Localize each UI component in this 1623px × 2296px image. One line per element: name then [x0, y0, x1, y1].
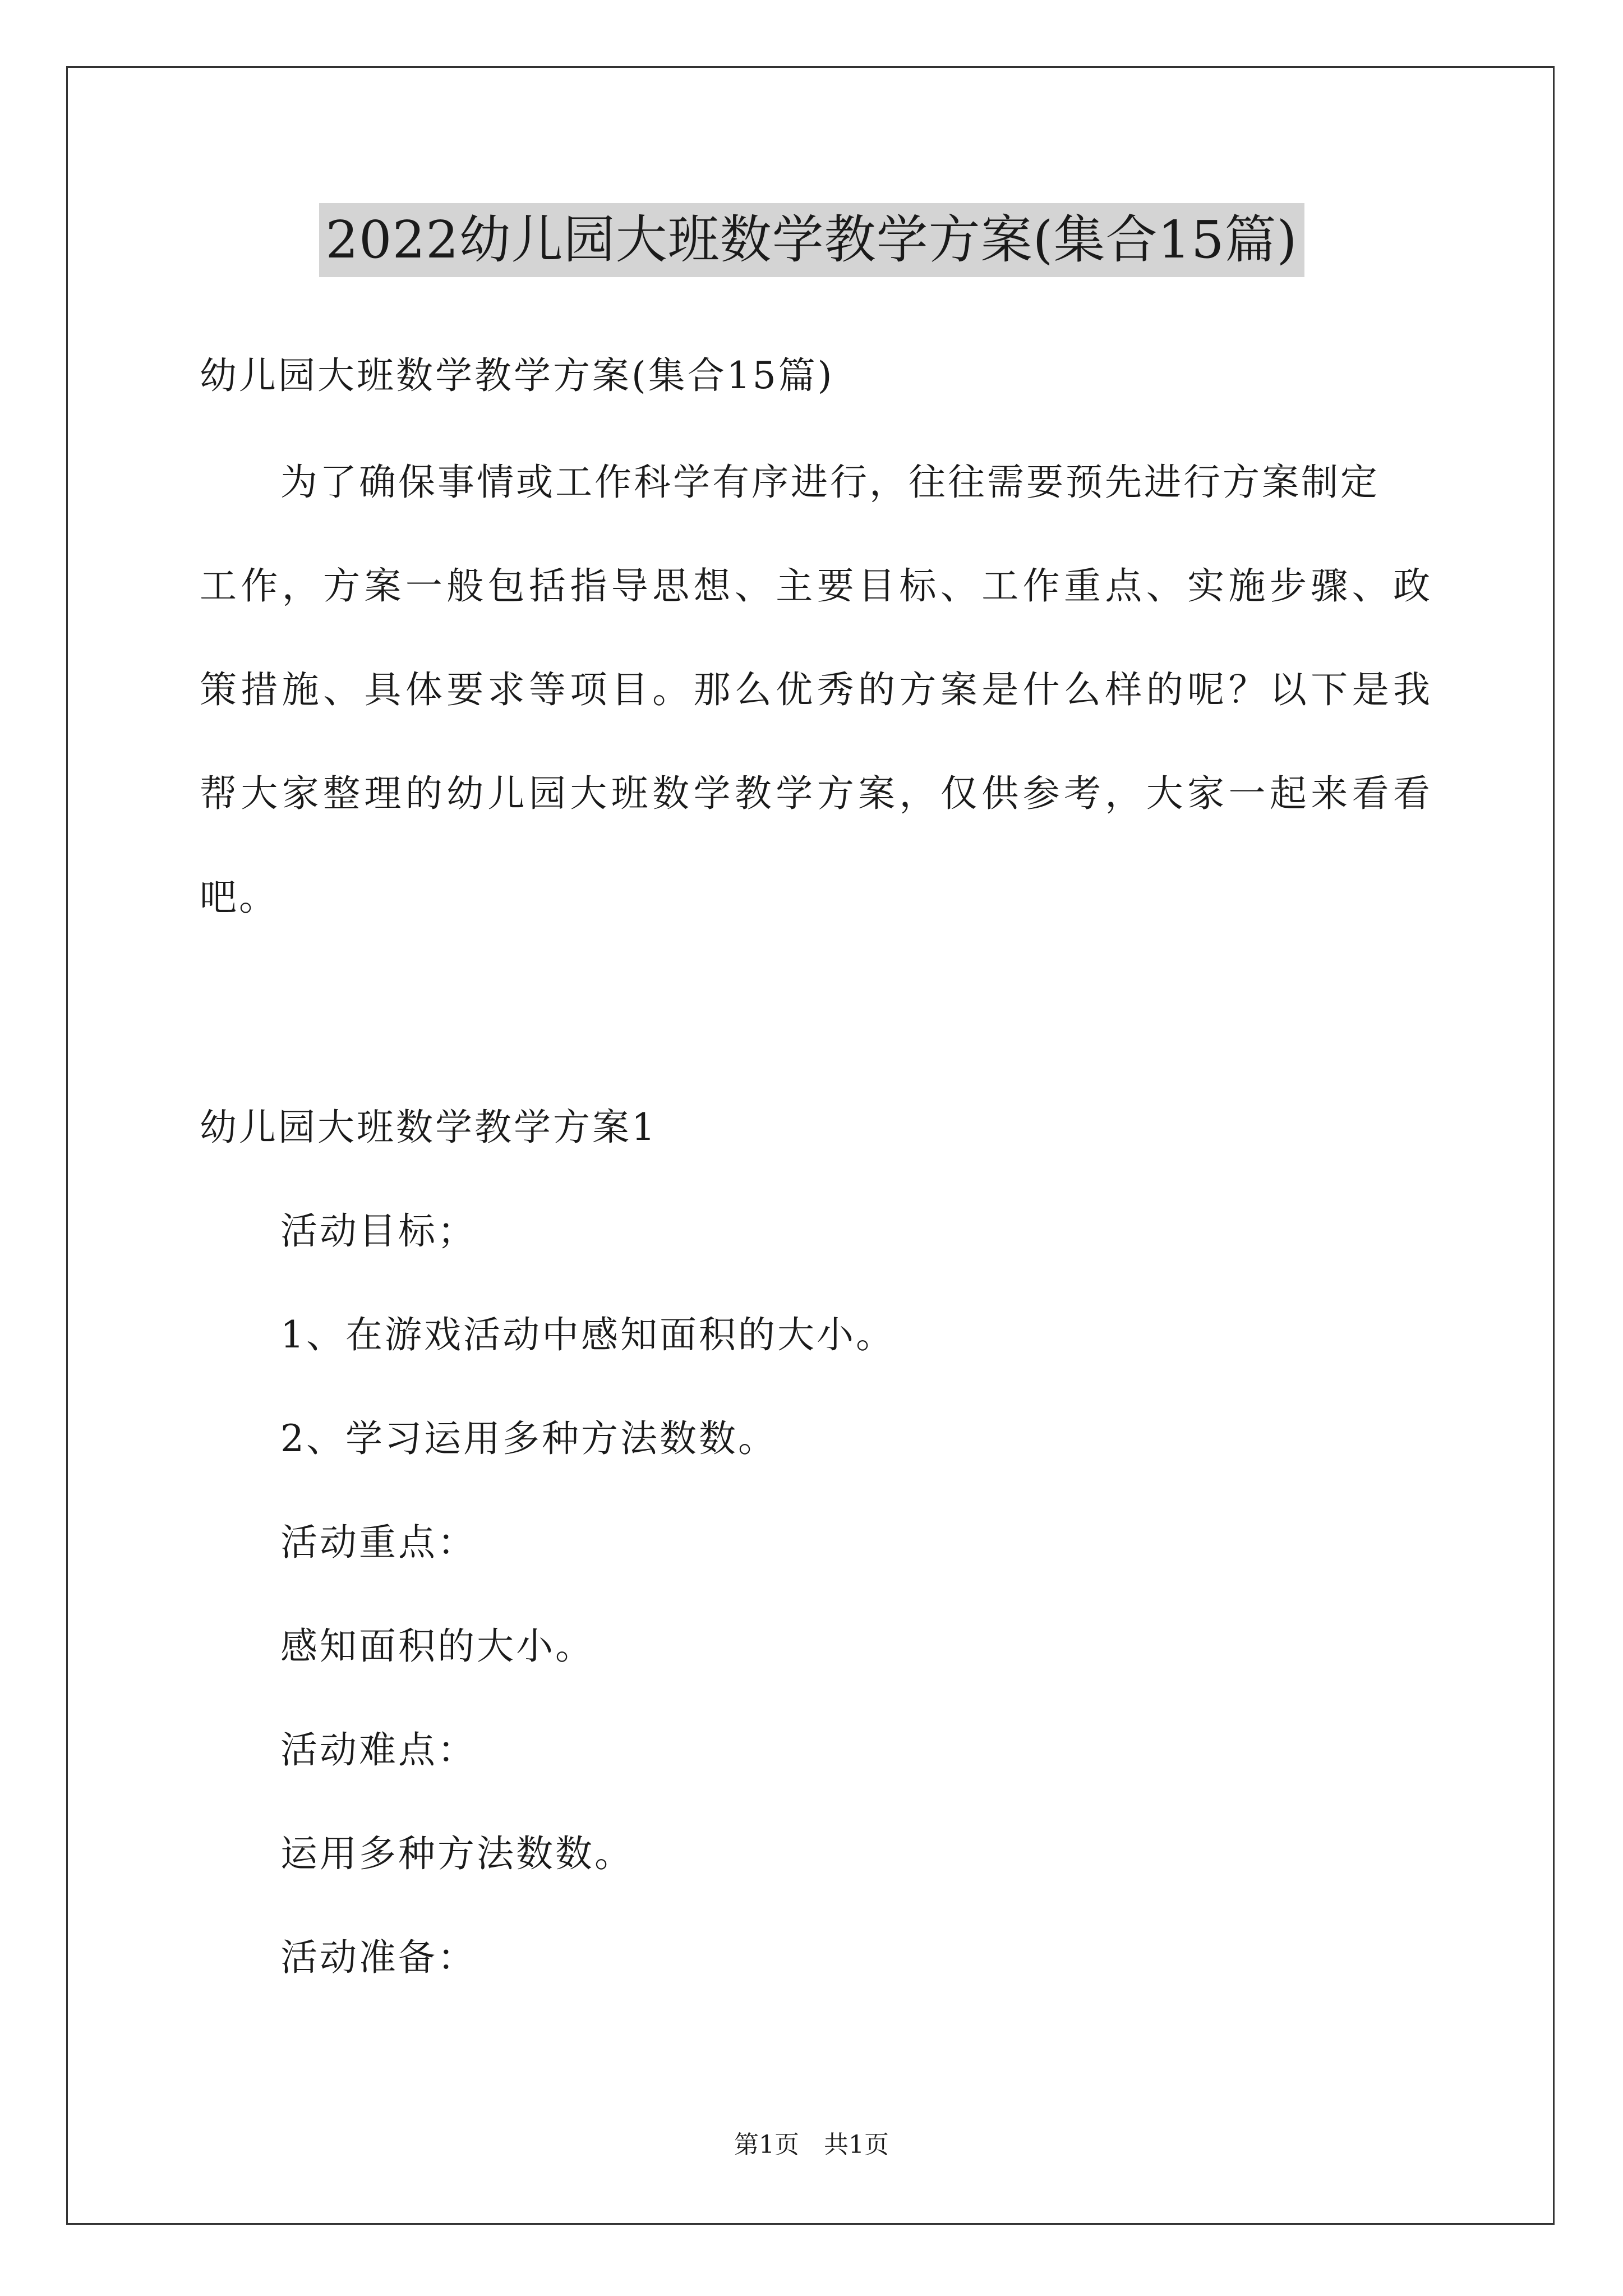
section-line-8: 活动准备： [280, 1936, 477, 1979]
intro-line-2: 工作，方案一般包括指导思想、主要目标、工作重点、实施步骤、政 [200, 564, 1430, 608]
section-line-7: 运用多种方法数数。 [280, 1832, 634, 1875]
intro-line-5: 吧。 [200, 876, 278, 919]
section-line-5: 感知面积的大小。 [280, 1625, 594, 1668]
section-line-2: 1、在游戏活动中感知面积的大小。 [280, 1313, 895, 1356]
intro-line-4: 帮大家整理的幼儿园大班数学教学方案，仅供参考，大家一起来看看 [200, 772, 1430, 815]
section-heading: 幼儿园大班数学教学方案1 [200, 1106, 657, 1149]
intro-line-3: 策措施、具体要求等项目。那么优秀的方案是什么样的呢？以下是我 [200, 668, 1430, 711]
page-footer: 第1页 共1页 [734, 2131, 889, 2159]
section-line-3: 2、学习运用多种方法数数。 [280, 1417, 777, 1460]
section-line-1: 活动目标； [280, 1209, 477, 1253]
document-title: 2022幼儿园大班数学教学方案(集合15篇) [319, 203, 1304, 277]
document-subtitle: 幼儿园大班数学教学方案(集合15篇) [200, 354, 834, 397]
title-container [0, 203, 1623, 277]
section-line-4: 活动重点： [280, 1521, 477, 1564]
section-line-6: 活动难点： [280, 1728, 477, 1772]
intro-line-1: 为了确保事情或工作科学有序进行，往往需要预先进行方案制定 [280, 461, 1380, 504]
